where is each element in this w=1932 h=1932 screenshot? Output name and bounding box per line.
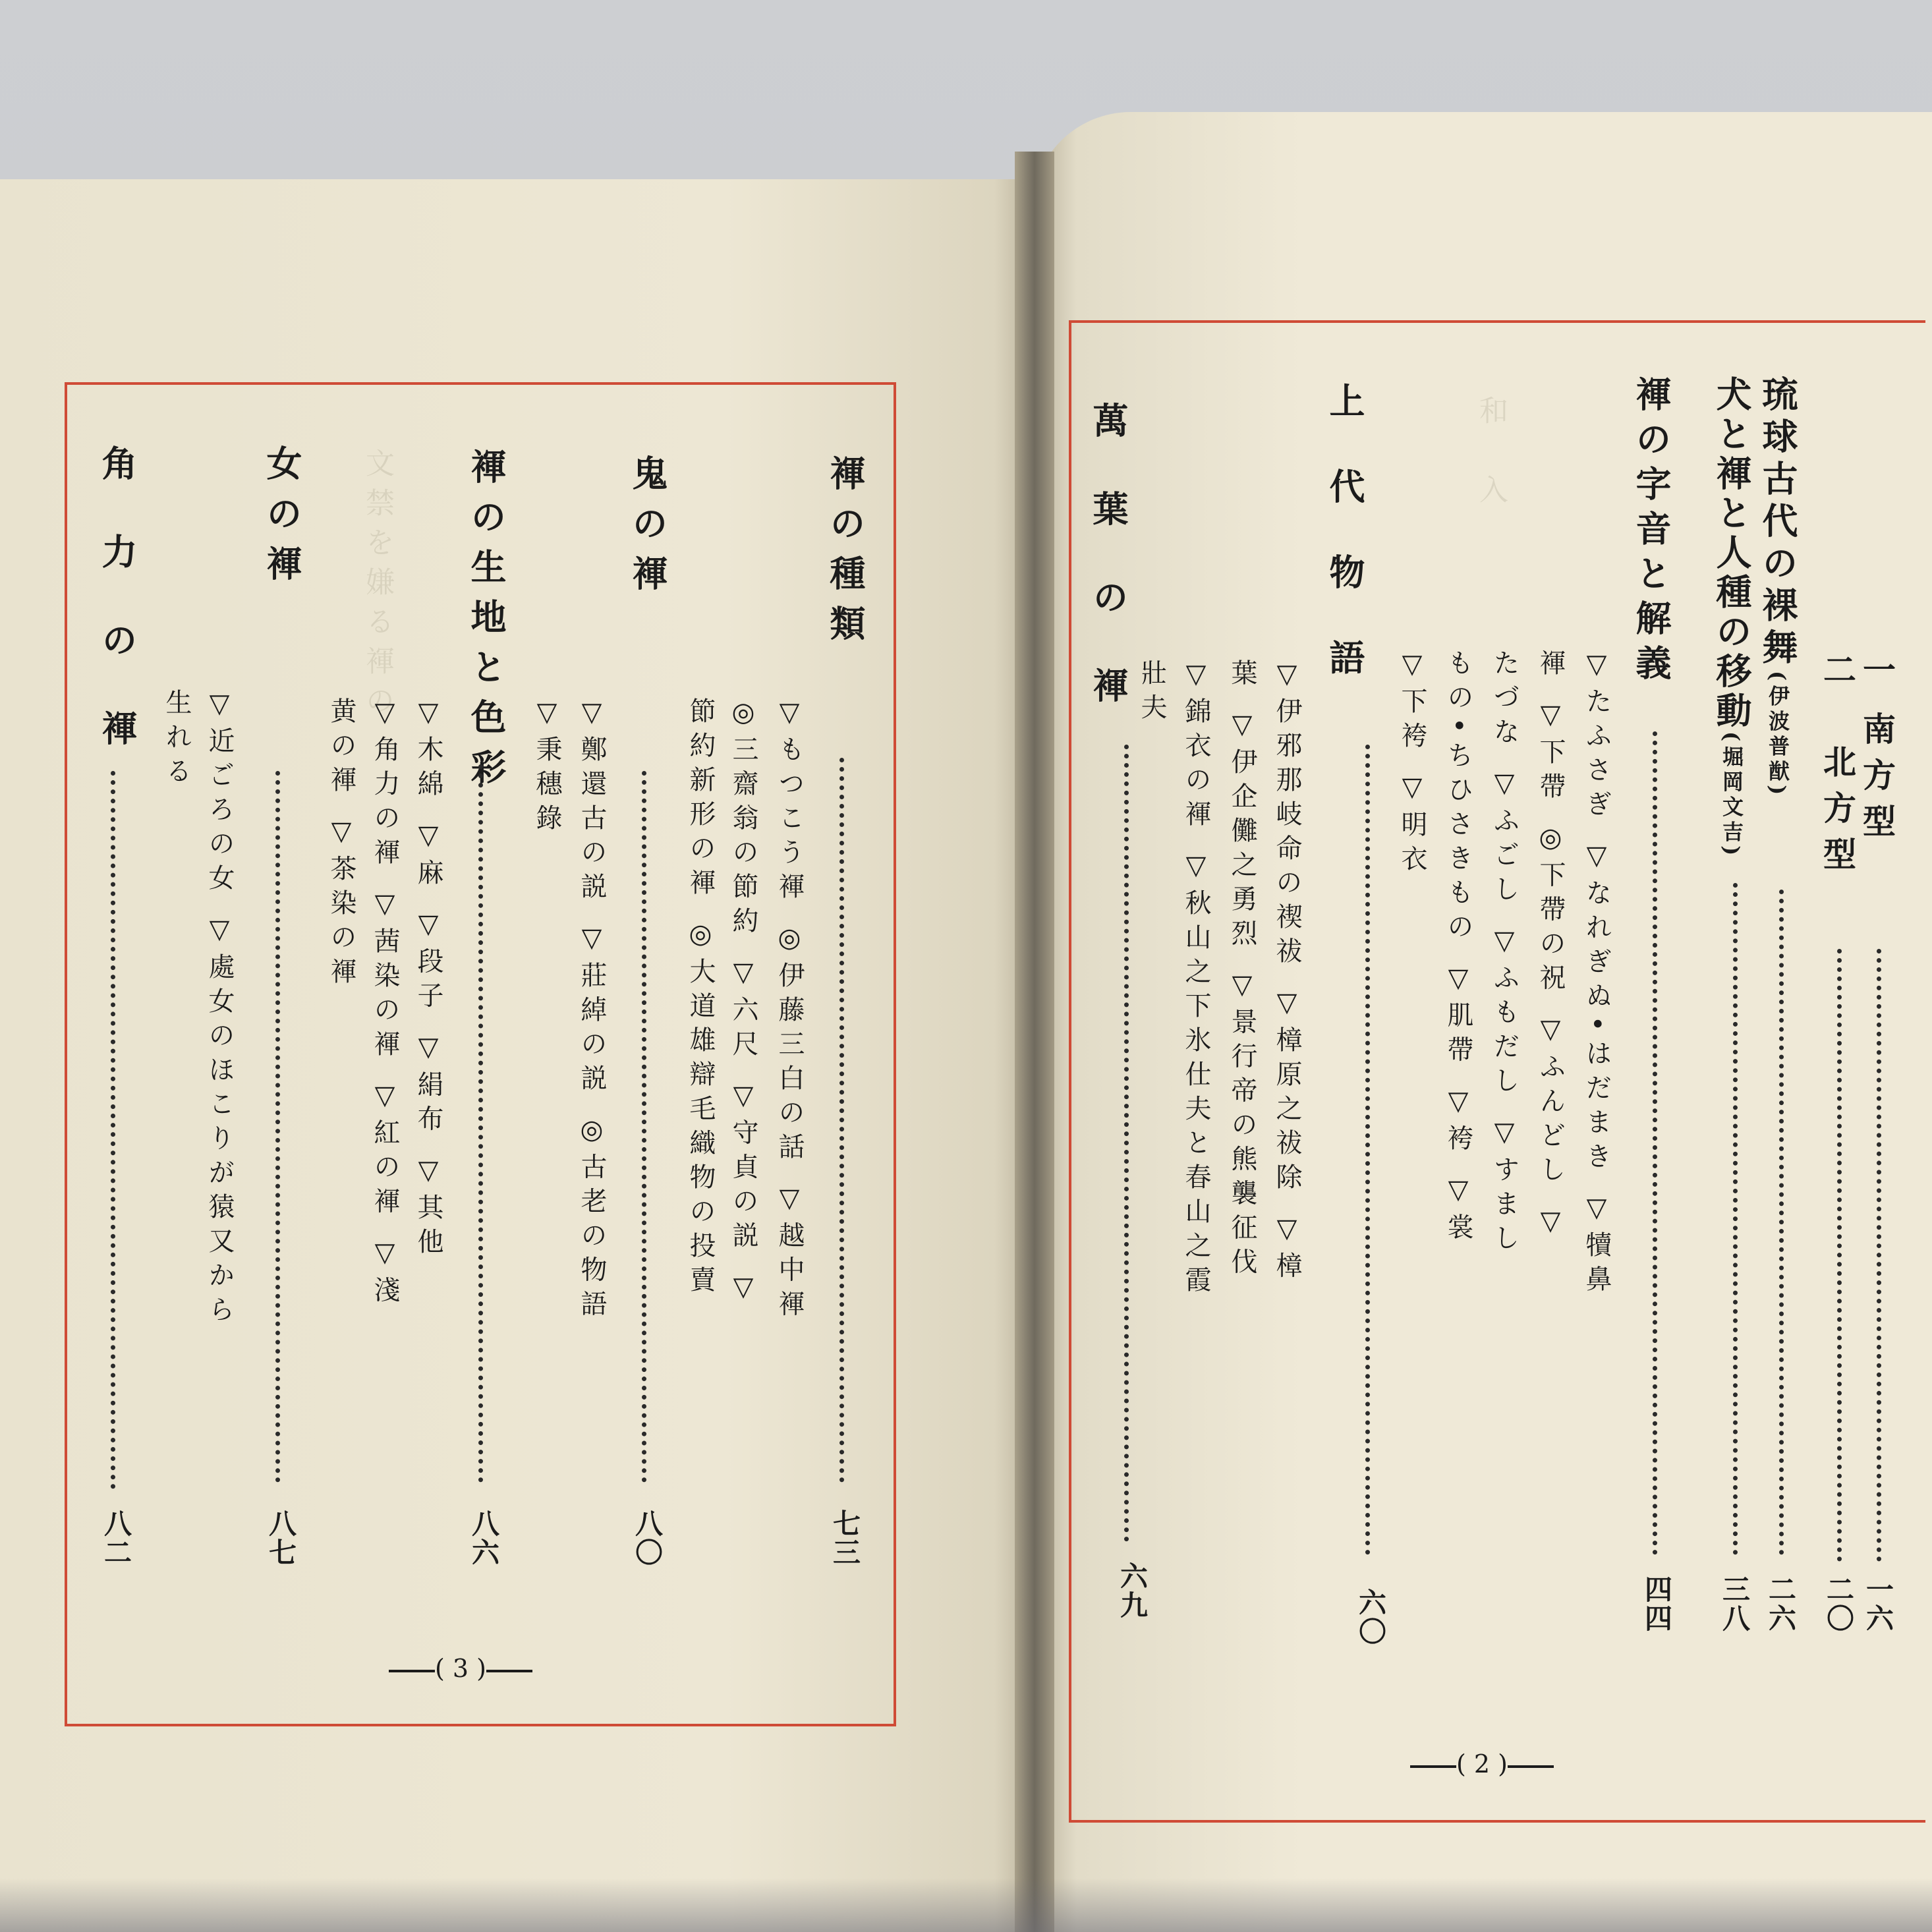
toc-entry-title	[1753, 376, 1804, 799]
show-through-text: 文禁を嫌る褌の	[360, 448, 394, 725]
toc-entry-subtopics: ▽秉穗錄	[532, 697, 562, 838]
toc-entry-title: 褌の種類	[824, 455, 867, 655]
leader-dots	[275, 771, 280, 1483]
toc-page-number: 三八	[1719, 1575, 1751, 1633]
toc-entry-subtopics: ◎三齋翁の節約 ▽六尺 ▽守貞の説 ▽	[728, 697, 758, 1311]
leader-dots	[1365, 745, 1370, 1555]
toc-page-number: 八二	[100, 1509, 132, 1567]
toc-entry-author: (伊波普猷)	[1765, 671, 1790, 799]
page-folio	[1410, 1749, 1554, 1778]
toc-entry-subtopics: 節約新形の褌 ◎大道雄辯毛織物の投賣	[685, 697, 716, 1300]
toc-entry-subtopics: ▽下袴 ▽明衣	[1397, 649, 1427, 879]
leader-dots	[111, 771, 115, 1489]
toc-entry-subtopics: ▽角力の褌 ▽茜染の褌 ▽紅の褌 ▽淺	[370, 697, 400, 1311]
toc-entry-subtopics: ▽錦衣の褌 ▽秋山之下氷仕夫と春山之霞	[1181, 659, 1211, 1300]
toc-entry-title: 褌の生地と色彩	[465, 448, 507, 799]
section-number: 一	[1858, 652, 1896, 689]
leader-dots	[1733, 883, 1738, 1555]
toc-entry-title: 女の褌	[261, 445, 303, 595]
leader-dots	[1124, 745, 1129, 1542]
toc-entry-subtopics: 葉 ▽伊企儺之勇烈 ▽景行帝の熊襲征伐	[1227, 659, 1257, 1282]
toc-entry-subtopics: ▽たふさぎ ▽なれぎぬ•はだまき ▽犢鼻	[1581, 649, 1612, 1300]
toc-entry-title: 上代物語	[1324, 382, 1366, 725]
leader-dots	[1779, 890, 1784, 1555]
toc-entry-title-text: 犬と褌と人種の移動	[1711, 376, 1753, 731]
toc-entry-subtopics: ▽伊邪那岐命の禊祓 ▽樟原之祓除 ▽樟	[1272, 659, 1302, 1286]
leader-dots	[1653, 731, 1657, 1555]
leader-dots	[1837, 949, 1842, 1562]
toc-entry-title: 萬葉の褌	[1087, 402, 1129, 755]
toc-entry-title	[1707, 376, 1757, 859]
leader-dots	[478, 764, 483, 1483]
toc-entry-subtopics: ▽近ごろの女 ▽處女のほこりが猿又から	[204, 689, 235, 1330]
page-number-label: ( 2 )	[1456, 1749, 1508, 1778]
leader-dots	[839, 758, 844, 1483]
page-number-label: ( 3 )	[435, 1654, 486, 1683]
toc-entry-subtopics: ▽鄭還古の説 ▽莊綽の説 ◎古老の物語	[577, 697, 607, 1324]
section-title: 南方型	[1858, 712, 1896, 850]
toc-entry-subtopics: ▽もつこう褌 ◎伊藤三白の話 ▽越中褌	[774, 697, 805, 1324]
toc-entry-title-text: 琉球古代の裸舞	[1757, 376, 1799, 671]
toc-page-number: 六九	[1116, 1562, 1149, 1620]
toc-entry-subtopics: 褌 ▽下帶 ◎下帶の祝 ▽ふんどし ▽	[1535, 649, 1566, 1244]
toc-entry-subtopics: 黄の褌 ▽茶染の褌	[326, 697, 356, 992]
toc-entry-author: (堀岡文吉)	[1719, 731, 1744, 860]
bottom-shadow	[0, 1878, 1932, 1932]
toc-page-number: 二〇	[1823, 1575, 1855, 1633]
toc-page-number: 六〇	[1355, 1588, 1387, 1646]
toc-entry-title: 鬼の褌	[627, 455, 669, 605]
toc-entry-subtopics: 生れる	[161, 689, 192, 791]
section-number: 二	[1818, 652, 1857, 689]
toc-page-number: 八六	[468, 1509, 500, 1567]
leader-dots	[642, 771, 646, 1483]
page-folio	[389, 1654, 532, 1683]
toc-page-number: 八〇	[631, 1509, 664, 1567]
toc-page-number: 一六	[1862, 1575, 1894, 1633]
toc-entry-subtopics: もの•ちひさきもの ▽肌帶 ▽袴 ▽裳	[1443, 649, 1473, 1247]
leader-dots	[1877, 949, 1881, 1562]
toc-page-number: 八七	[265, 1509, 297, 1567]
show-through-text: 和 入	[1474, 395, 1508, 514]
toc-entry-title: 角力の褌	[96, 445, 138, 798]
toc-page-number: 七三	[829, 1509, 861, 1567]
toc-entry-subtopics: たづな ▽ふごし ▽ふもだし ▽すまし	[1489, 649, 1520, 1259]
toc-entry-subtopics: 壯夫	[1137, 659, 1167, 727]
toc-page-number: 四四	[1641, 1575, 1673, 1633]
book-spine	[1015, 152, 1054, 1932]
toc-page-number: 二六	[1765, 1575, 1797, 1633]
toc-entry-title: 褌の字音と解義	[1630, 376, 1672, 689]
toc-entry-subtopics: ▽木綿 ▽麻 ▽段子 ▽絹布 ▽其他	[413, 697, 443, 1262]
section-title: 北方型	[1818, 745, 1857, 883]
